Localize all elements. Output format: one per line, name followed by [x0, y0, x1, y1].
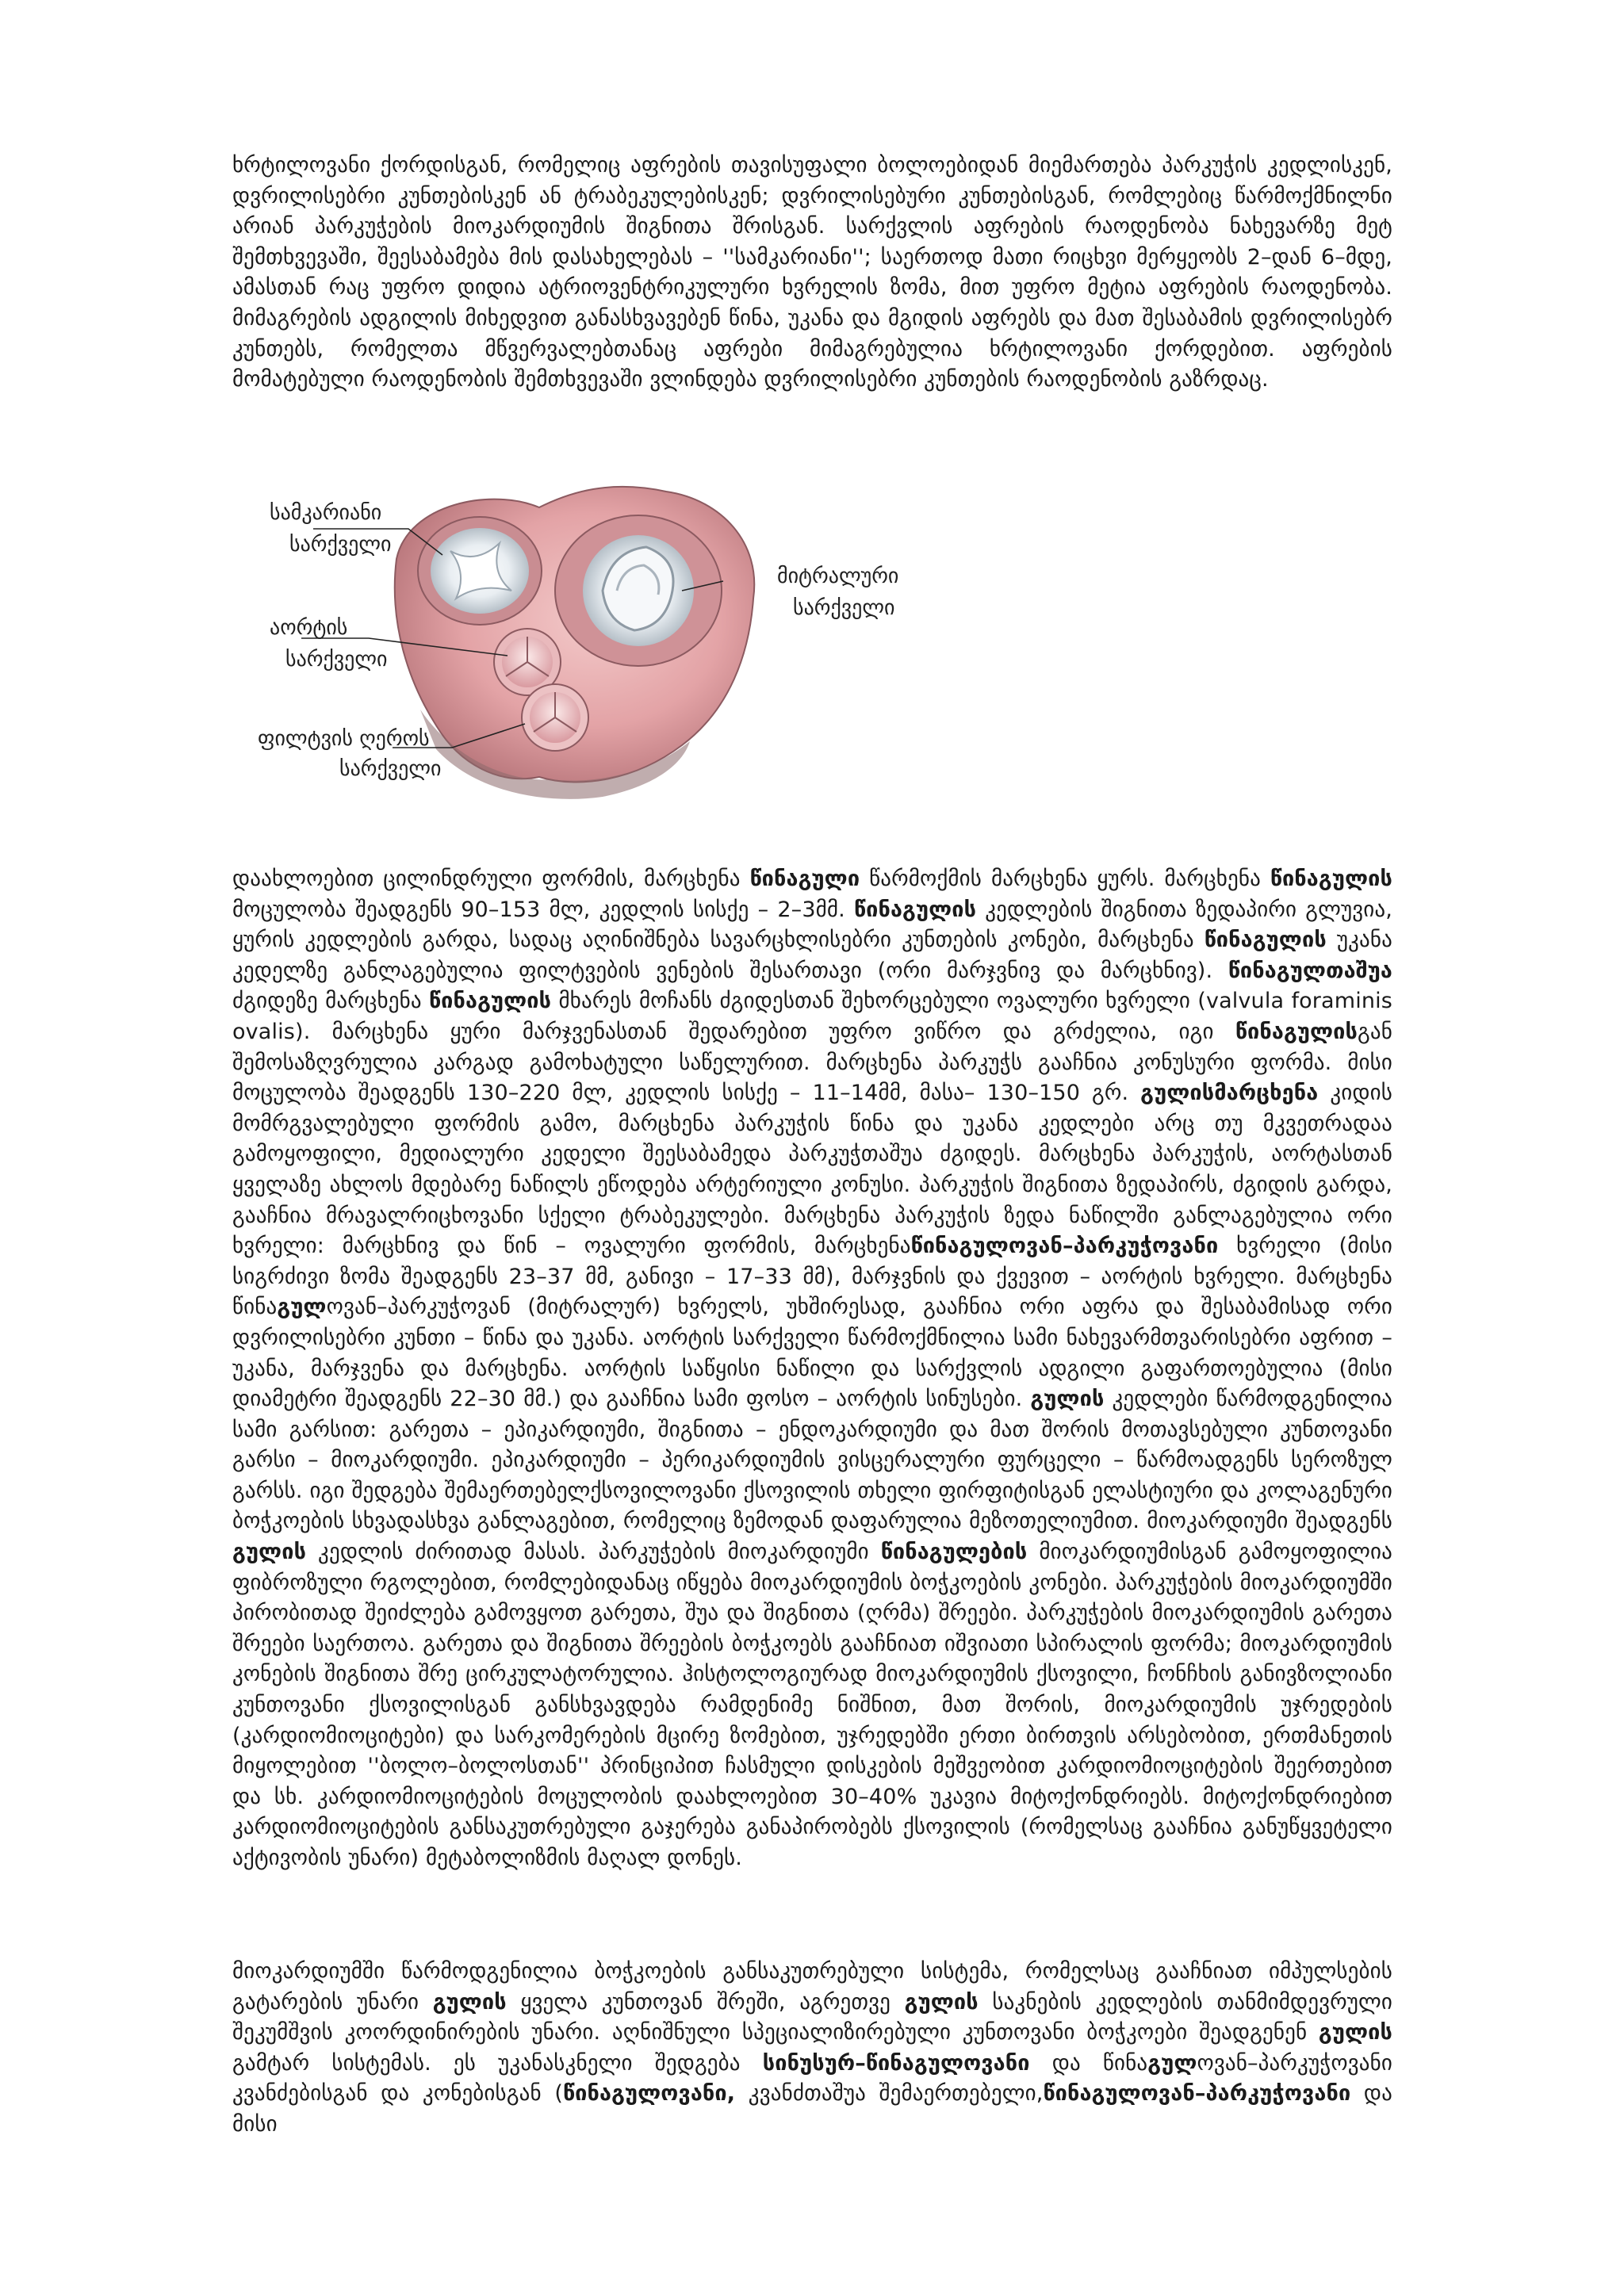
bold-term: წინაგულოვან–პარკუჭოვანი: [1043, 2081, 1351, 2107]
text-run: კიდის მომრგვალებული ფორმის გამო, მარცხენა პარკუჭის წინა და უკანა კედლები არც თუ მკვეთრადაა გამოყოფილი, მედიალური კედელი შეესაბამედა პარკუჭთაშუა ძგიდეს. მარცხენა პარკუჭის, აორტასთან ყველაზე ახლოს მდებარე ნაწილს ეწოდება არტერიული კონუსი. პარკუჭის შიგნითა ზედაპირს, ძგიდის გარდა, გააჩნია მრავალრიცხოვანი სქელი ტრაბეკულები. მარცხენა პარკუჭის ზედა ნაწილში განლაგებულია ორი ხვრელი: მარცხნივ და წინ – ოვალური ფორმის, მარცხენა: [232, 1081, 1392, 1259]
paragraph-valves: [232, 151, 1392, 396]
bold-term: წინაგულის: [1235, 1019, 1358, 1044]
text-run: კვანძთაშუა შემაერთებელი,: [735, 2081, 1044, 2107]
bold-term: გულის: [232, 1540, 307, 1565]
heart-valves-illustration: [238, 472, 936, 805]
text-run: ძგიდეზე მარცხენა: [232, 989, 430, 1014]
pulmonary-valve: [522, 684, 588, 751]
text-run: მიოკარდიუმში წარმოდგენილია ბოჭკოების განსაკუთრებული სისტემა, რომელსაც გააჩნიათ იმპულსების გატარების უნარი: [232, 1959, 1392, 2015]
mitral-label-1: მიტრალური: [777, 564, 899, 588]
text-run: ყველა კუნთოვან შრეში, აგრეთვე: [506, 1989, 905, 2015]
bold-term: წინაგულოვანი,: [563, 2081, 736, 2107]
text-run: ოვან–პარკუჭოვან (მიტრალურ) ხვრელს, უხშირესად, გააჩნია ორი აფრა და შესაბამისად ორი დვრილისებრი კუნთი – წინა და უკანა. აორტის სარქველი წარმოქმნილია სამი ნახევარმთვარისებრი აფრით – უკანა, მარჯვენა და მარცხენა. აორტის საწყისი ნაწილი და სარქვლის ადგილი გაფართოებულია (მისი დიამეტრი შეადგენს 22–30 მმ.) და გააჩნია სამი ფოსო – აორტის სინუსები.: [232, 1295, 1392, 1412]
bold-term: წინაგულის: [429, 989, 552, 1014]
bold-term: წინაგულოვან–პარკუჭოვანი: [910, 1234, 1219, 1259]
text-run: და წინა: [1029, 2050, 1148, 2076]
bold-term: გულის: [904, 1989, 979, 2015]
bold-term: გულის: [1318, 2020, 1392, 2045]
bold-term: წინაგულთაშუა: [1228, 958, 1392, 983]
tricuspid-label-1: სამკარიანი: [270, 501, 382, 525]
bold-term: წინაგულების: [880, 1540, 1028, 1565]
bold-term: გულის: [432, 1989, 507, 2015]
text-run: მოცულობა შეადგენს 90–153 მლ, კედლის სისქე – 2–3მმ.: [232, 897, 854, 922]
pulmonary-label-1: ფილტვის ღეროს: [258, 727, 430, 751]
text-run: კედლები წარმოდგენილია სამი გარსით: გარეთა – ეპიკარდიუმი, შიგნითა – ენდოკარდიუმი და მათ შორის მოთავსებული კუნთოვანი გარსი – მიოკარდიუმი. ეპიკარდიუმი – პერიკარდიუმის ვისცერალური ფურცელი – წარმოადგენს სეროზულ გარსს. იგი შედგება შემაერთებელქსოვილოვანი ქსოვილის თხელი ფირფიტისგან ელასტიური და კოლაგენური ბოჭკოების სხვადასხვა განლაგებით, რომელიც ზემოდან დაფარულია მეზოთელიუმით. მიოკარდიუმი შეადგენს: [232, 1387, 1392, 1534]
paragraph-left-heart: [232, 864, 1392, 1874]
text-run: დაახლოებით ცილინდრული ფორმის, მარცხენა: [232, 867, 750, 891]
text-run: მიოკარდიუმისგან გამოყოფილია ფიბროზული რგოლებით, რომლებიდანაც იწყება მიოკარდიუმის ბოჭკოების კონები. პარკუჭების მიოკარდიუმში პირობითად შეიძლება გამოვყოთ გარეთა, შუა და შიგნითა (ღრმა) შრეები. პარკუჭების მიოკარდიუმის გარეთა შრეები საერთოა. გარეთა და შიგნითა შრეების ბოჭკოებს გააჩნიათ იშვიათი სპირალის ფორმა; მიოკარდიუმის კონების შიგნითა შრე ცირკულატორულია. ჰისტოლოგიურად მიოკარდიუმის ქსოვილი, ჩონჩხის განივზოლიანი კუნთოვანი ქსოვილისგან განსხვავდება რამდენიმე ნიშნით, მათ შორის, მიოკარდიუმის უჯრედების (კარდიომიოციტები) და სარკომერების მცირე ზომებით, უჯრედებში ერთი ბირთვის არსებობით, ერთმანეთის მიყოლებით ''ბოლო–ბოლოსთან'' პრინციპით ჩასმული დისკების მეშვეობით კარდიომიოციტების შეერთებით და სხ. კარდიომიოციტების მოცულობის დაახლოებით 30–40% უკავია მიტოქონდრიებს. მიტოქონდრიებით კარდიომიოციტების განსაკუთრებული გაჯერება განაპირობებს ქსოვილის (რომელსაც გააჩნია განუწყვეტელი აქტივობის უნარი) მეტაბოლიზმის მაღალ დონეს.: [232, 1540, 1393, 1870]
aortic-label-2: სარქველი: [285, 648, 388, 672]
text-run: წარმოქმის მარცხენა ყურს. მარცხენა: [860, 867, 1270, 891]
bold-term: გულისმარცხენა: [1140, 1081, 1319, 1106]
bold-term: სინუსურ–წინაგულოვანი: [762, 2050, 1030, 2076]
mitral-valve: [555, 515, 722, 666]
text-run: და მისი: [232, 2081, 1392, 2137]
mitral-label-2: სარქველი: [793, 596, 895, 620]
text-run: ოვან–პარკუჭოვანი კვანძებისგან და კონებისგან (: [232, 2050, 1392, 2107]
paragraph-conduction-system: [232, 1957, 1392, 2141]
paragraph-text: [232, 1957, 1392, 2141]
text-run: კედლის ძირითად მასას. პარკუჭების მიოკარდიუმი: [306, 1540, 881, 1565]
text-run: საკნების კედლების თანმიმდევრული შეკუმშვის კოორდინირების უნარი. აღნიშნული სპეციალიზირებული კუნთოვანი ბოჭკოები შეადგენენ: [232, 1989, 1392, 2045]
text-run: მხარეს მოჩანს ძგიდესთან შეხორცებული ოვალური ხვრელი (valvula foraminis ovalis). მარცხენა ყური მარჯვენასთან შედარებით უფრო ვიწრო და გრძელია, იგი: [232, 989, 1392, 1044]
paragraph-text: ხრტილოვანი ქორდისგან, რომელიც აფრების თავისუფალი ბოლოებიდან მიემართება პარკუჭის კედლისკენ, დვრილისებრი კუნთებისკენ ან ტრაბეკულებისკენ; დვრილისებური კუნთებისგან, რომლებიც წარმოქმნილნი არიან პარკუჭების მიოკარდიუმის შიგნითა შრისგან. სარქვლის აფრების რაოდენობა ნახევარზე მეტ შემთხვევაში, შეესაბამება მის დასახელებას – ''სამკარიანი''; საერთოდ მათი რიცხვი მერყეობს 2–დან 6–მდე, ამასთან რაც უფრო დიდია ატრიოვენტრიკულური ხვრელის ზომა, მით უფრო მეტია აფრების რაოდენობა. მიმაგრების ადგილის მიხედვით განასხვავებენ წინა, უკანა და მგიდის აფრებს და მათ შესაბამის დვრილისებრ კუნთებს, რომელთა მწვერვალებთანაც აფრები მიმაგრებულია ხრტილოვანი ქორდებით. აფრების მომატებული რაოდენობის შემთხვევაში ვლინდება დვრილისებრი კუნთების რაოდენობის გაზრდაც.: [232, 153, 1392, 392]
bold-term: წინაგულის: [1204, 928, 1327, 953]
tricuspid-valve: [418, 517, 542, 625]
text-run: უკანა კედელზე განლაგებულია ფილტვების ვენების შესართავი (ორი მარჯვნივ და მარცხნივ).: [232, 928, 1392, 983]
bold-term: გულ: [1147, 2050, 1197, 2076]
aortic-label-1: აორტის: [270, 616, 348, 640]
bold-term: გულ: [277, 1295, 327, 1320]
paragraph-text: [232, 864, 1392, 1874]
text-run: გან შემოსაზღვრულია კარგად გამოხატული საწელურით. მარცხენა პარკუჭს გააჩნია კონუსური ფორმა. მისი მოცულობა შეადგენს 130–220 მლ, კედლის სისქე – 11–14მმ, მასა– 130–150 გრ.: [232, 1019, 1392, 1106]
bold-term: წინაგულის: [854, 897, 977, 922]
bold-term: წინაგულის: [1270, 867, 1392, 891]
text-run: ხვრელი (მისი სიგრძივი ზომა შეადგენს 23–37 მმ, განივი – 17–33 მმ), მარჯვნის და ქვევით – აორტის ხვრელი. მარცხენა წინა: [232, 1234, 1392, 1320]
heart-valves-figure: [238, 472, 936, 805]
pulmonary-label-2: სარქველი: [339, 757, 442, 781]
tricuspid-label-2: სარქველი: [289, 533, 392, 557]
text-run: გამტარ სისტემას. ეს უკანასკნელი შედგება: [232, 2050, 763, 2076]
text-run: კედლების შიგნითა ზედაპირი გლუვია, ყურის კედლების გარდა, სადაც აღინიშნება სავარცხლისებრი კუნთების კონები, მარცხენა: [232, 897, 1392, 953]
bold-term: გულის: [1030, 1387, 1105, 1412]
bold-term: წინაგული: [749, 867, 860, 891]
